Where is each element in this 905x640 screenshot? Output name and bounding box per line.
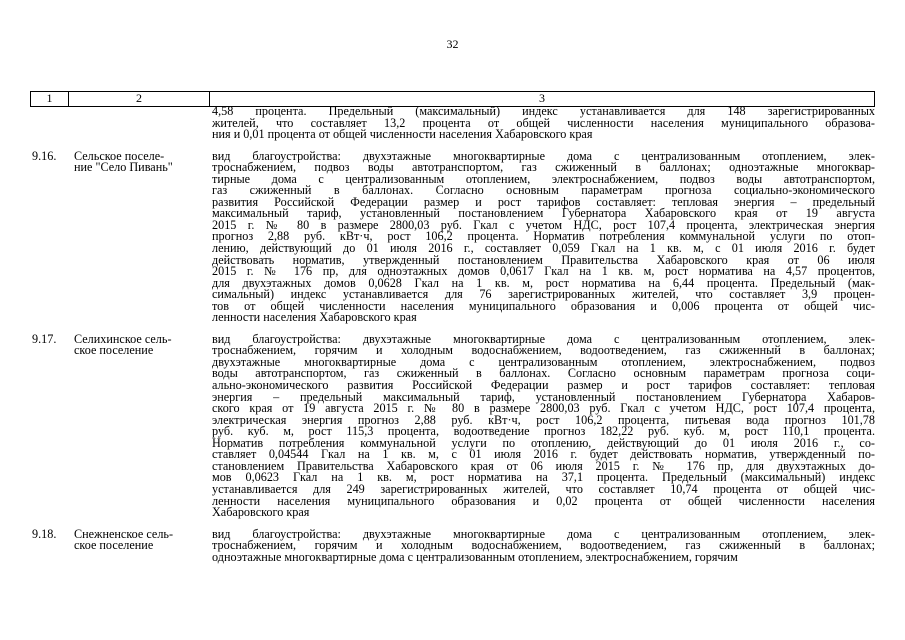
description-line: мов 0,0623 Гкал на 1 кв. м, рост норматива на 37,1 процента. Предельный (максимальный) индекс: [212, 470, 875, 485]
item-number: [30, 106, 70, 141]
table-row: [30, 331, 875, 520]
description-line: руб. куб. м, рост 115,3 процента, водоотведение прогноз 182,22 руб. куб. м, рост 110,1 процента.: [212, 424, 875, 439]
settlement-name: [70, 331, 212, 519]
description-line: тов от общей численности населения муниципального образования и 0,006 процента от общей чис-: [212, 298, 875, 313]
description-line: двухэтажные многоквартирные дома с централизованным отоплением, электроснабжением, подвоз: [212, 354, 875, 369]
description-line: ально-экономического развития Российской Федерации размер и рост тарифов составляет: тепловая: [212, 378, 875, 393]
description-line: максимальный тариф, установленный постановлением Губернатора Хабаровского края от 19 августа: [212, 206, 875, 221]
description-line: одноэтажные многоквартирные дома с централизованным отоплением, электроснабжением, горячим: [212, 549, 738, 564]
settlement-name: [70, 148, 212, 324]
item-number: 9.18.: [32, 526, 57, 541]
description-line: 2015 г. № 176 пр, для одноэтажных домов 0,0617 Гкал на 1 кв. м, рост норматива на 4,57 процентов,: [212, 264, 875, 279]
description-line: ленности населения муниципального образования и 0,02 процента от общей численности населения: [212, 493, 875, 508]
settlement-name-line: Снежненское сель-: [74, 526, 174, 541]
settlement-name-line: Сельское поселе-: [74, 148, 165, 163]
description-line: воды автотранспортом, газ сжиженный в баллонах. Согласно основным параметрам прогноза соци-: [212, 366, 875, 381]
description-line: действовать норматив, утвержденный постановлением Правительства Хабаровского края от 06 июля: [212, 252, 875, 267]
description-line: симальный) индекс устанавливается для 76 зарегистрированных жителей, что составляет 3,9 процен-: [212, 287, 875, 302]
column-header-3: 3: [210, 92, 875, 107]
column-header-2: 2: [69, 92, 210, 107]
description-line: тирные дома с централизованным отоплением, электроснабжением, подвоз воды автотранспортом,: [212, 171, 875, 186]
description-line: для двухэтажных домов 0,0628 Гкал на 1 кв. м, рост норматива на 6,44 процента. Предельный (мак-: [212, 275, 875, 290]
improvement-description: [212, 148, 875, 325]
settlement-name-line: ние "Село Пивань": [74, 160, 173, 175]
item-number: 9.16.: [32, 148, 57, 163]
table-row: [30, 148, 875, 325]
column-header-1: 1: [31, 92, 69, 107]
description-line: ского края от 19 августа 2015 г. № 80 в размере 2800,03 руб. Гкал с учетом НДС, рост 107,4 процента,: [212, 401, 875, 416]
settlement-name: [70, 106, 212, 141]
description-line: становлением Правительства Хабаровского края от 06 июля 2015 г. № 176 пр, для двухэтажных до-: [212, 458, 875, 473]
settlement-name: [70, 526, 212, 564]
description-line: газ сжиженный в баллонах. Согласно основным параметрам прогноза социально-экономического: [212, 183, 875, 198]
description-line: прогноз 2,88 руб. кВт·ч, рост 106,2 процента. Норматив потребления коммунальной услуги по отоп-: [212, 229, 875, 244]
description-line: энергия – предельный максимальный тариф, установленный постановлением Губернатора Хабаров-: [212, 389, 875, 404]
description-line: троснабжением, горячим и холодным водоснабжением, водоотведением, газ сжиженный в баллонах;: [212, 343, 875, 358]
description-line: троснабжением, горячим и холодным водоснабжением, водоотведением, газ сжиженный в баллонах;: [212, 538, 875, 553]
description-line: 2015 г. № 80 в размере 2800,03 руб. Гкал с учетом НДС, рост 107,4 процента, электрическая энергия: [212, 217, 875, 232]
item-number: 9.17.: [32, 331, 57, 346]
description-line: ленности населения Хабаровского края: [212, 310, 417, 325]
settlement-name-line: Селихинское сель-: [74, 331, 172, 346]
description-line: устанавливается для 249 зарегистрированных жителей, что составляет 10,74 процента от общей чис-: [212, 481, 875, 496]
improvement-description: [212, 106, 875, 141]
improvement-description: [212, 331, 875, 520]
settlement-name-line: ское поселение: [74, 538, 154, 553]
description-line: 4,58 процента. Предельный (максимальный) индекс устанавливается для 148 зарегистрированных: [212, 104, 875, 118]
page-number: 32: [446, 37, 459, 51]
description-line: жителей, что составляет 13,2 процента от общей численности населения муниципального образова-: [212, 115, 875, 130]
table-row: [30, 526, 875, 564]
description-line: ния и 0,01 процента от общей численности населения Хабаровского края: [212, 127, 593, 142]
improvement-description: [212, 526, 875, 564]
description-line: лению, действующий до 01 июля 2016 г., составляет 0,059 Гкал на 1 кв. м, с 01 июля 2016 г. будет: [212, 241, 875, 256]
description-line: вид благоустройства: двухэтажные многоквартирные дома с централизованным отоплением, элек-: [212, 331, 875, 346]
description-line: электрическая энергия прогноз 2,88 руб. кВт·ч, рост 106,2 процента, питьевая вода прогноз 101,78: [212, 412, 875, 427]
description-line: ставляет 0,04544 Гкал на 1 кв. м, с 01 июля 2016 г. будет действовать норматив, утвержденный по-: [212, 447, 875, 462]
settlement-name-line: ское поселение: [74, 343, 154, 358]
description-line: Норматив потребления коммунальной услуги по отоплению, действующий до 01 июля 2016 г., со-: [212, 435, 875, 450]
description-line: троснабжением, подвоз воды автотранспортом, газ сжиженный в баллонах; одноэтажные многоквар-: [212, 160, 875, 175]
table-row: [30, 106, 875, 141]
description-line: вид благоустройства: двухэтажные многоквартирные дома с централизованным отоплением, элек-: [212, 526, 875, 541]
description-line: вид благоустройства: двухэтажные многоквартирные дома с централизованным отоплением, элек-: [212, 148, 875, 163]
description-line: развития Российской Федерации размер и рост тарифов составляет: тепловая энергия – предельный: [212, 194, 875, 209]
description-line: Хабаровского края: [212, 505, 310, 520]
document-body: [30, 106, 875, 563]
